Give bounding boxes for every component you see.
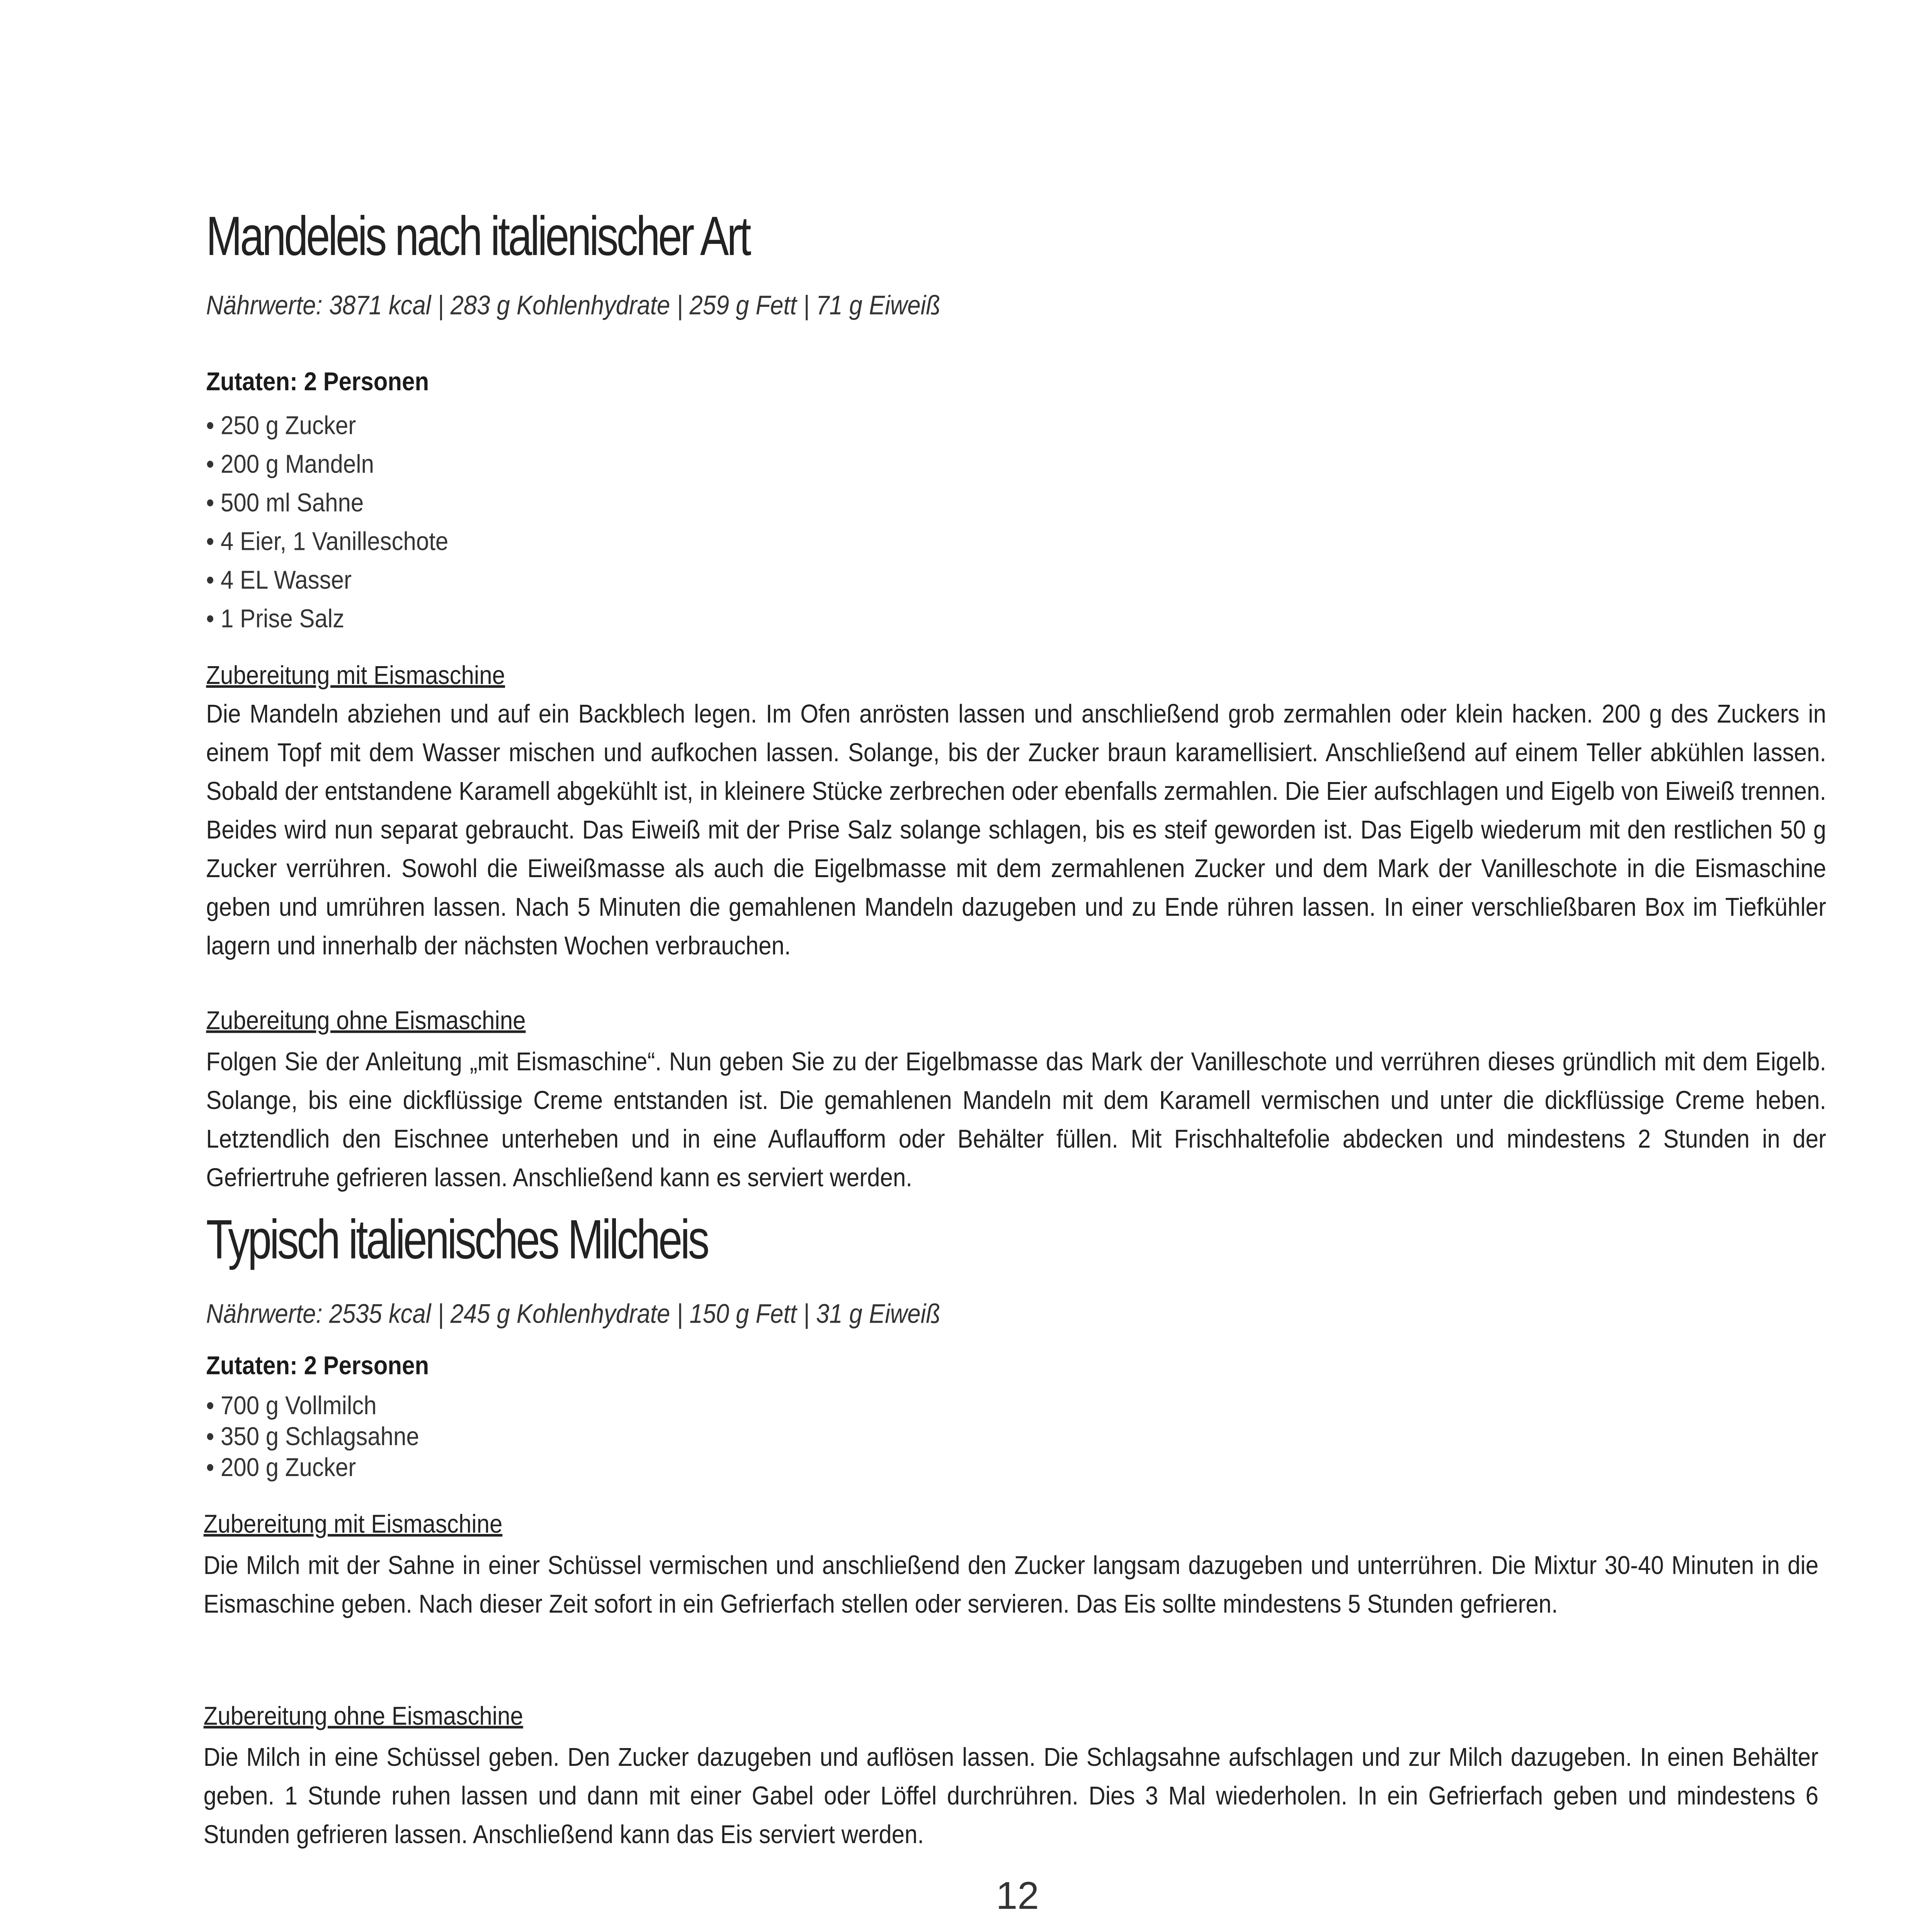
- recipe-1-ingredients-heading: Zutaten: 2 Personen: [206, 368, 429, 397]
- ingredient-item: • 1 Prise Salz: [206, 600, 448, 639]
- recipe-2-title: Typisch italienisches Milcheis: [206, 1209, 708, 1271]
- recipe-2-with-machine-heading: Zubereitung mit Eismaschine: [203, 1510, 503, 1539]
- paragraph-text: Die Milch in eine Schüssel geben. Den Zucker dazugeben und auflösen lassen. Die Schlagsahne aufschlagen und zur Milch dazugeben. In einen Behälter geben. 1 Stunde ruhen lassen und dann mit einer Gabel oder Löffel durchrühren. Dies 3 Mal wiederholen. In ein Gefrierfach geben und mindestens 6 Stunden gefrieren lassen. Anschließend kann das Eis serviert werden.: [203, 1744, 1819, 1850]
- recipe-1-with-machine-heading: Zubereitung mit Eismaschine: [206, 662, 505, 690]
- ingredient-item: • 500 ml Sahne: [206, 484, 448, 523]
- ingredient-item: • 4 EL Wasser: [206, 561, 448, 600]
- ingredient-item: • 200 g Zucker: [206, 1453, 419, 1484]
- recipe-1-nutrition: Nährwerte: 3871 kcal | 283 g Kohlenhydrate | 259 g Fett | 71 g Eiweiß: [206, 291, 940, 321]
- recipe-1-ingredients-list: [206, 407, 448, 639]
- ingredient-item: • 200 g Mandeln: [206, 446, 448, 484]
- recipe-1-title: Mandeleis nach italienischer Art: [206, 206, 750, 268]
- paragraph-text: Folgen Sie der Anleitung „mit Eismaschine“. Nun geben Sie zu der Eigelbmasse das Mark der Vanilleschote und verrühren dieses gründlich mit dem Eigelb. Solange, bis eine dickflüssige Creme entstanden ist. Die gemahlenen Mandeln mit dem Karamell vermischen und unter die dickflüssige Creme heben. Letztendlich den Eischnee unterheben und in eine Auflaufform oder Behälter füllen. Mit Frischhaltefolie abdecken und mindestens 2 Stunden in der Gefriertruhe gefrieren lassen. Anschließend kann es serviert werden.: [206, 1048, 1827, 1193]
- paragraph-text: Die Milch mit der Sahne in einer Schüssel vermischen und anschließend den Zucker langsam dazugeben und unterrühren. Die Mixtur 30-40 Minuten in die Eismaschine geben. Nach dieser Zeit sofort in ein Gefrierfach stellen oder servieren. Das Eis sollte mindestens 5 Stunden gefrieren.: [203, 1552, 1819, 1619]
- recipe-2-without-machine-heading: Zubereitung ohne Eismaschine: [203, 1702, 523, 1731]
- recipe-2-without-machine-text: [204, 1739, 1819, 1855]
- recipe-1-with-machine-text: [206, 696, 1826, 966]
- ingredient-item: • 700 g Vollmilch: [206, 1391, 419, 1422]
- recipe-2-ingredients-list: [206, 1391, 419, 1484]
- paragraph-text: Die Mandeln abziehen und auf ein Backblech legen. Im Ofen anrösten lassen und anschließend grob zermahlen oder klein hacken. 200 g des Zuckers in einem Topf mit dem Wasser mischen und aufkochen lassen. Solange, bis der Zucker braun karamellisiert. Anschließend auf einem Teller abkühlen lassen. Sobald der entstandene Karamell abgekühlt ist, in kleinere Stücke zerbrechen oder ebenfalls zermahlen. Die Eier aufschlagen und Eigelb von Eiweiß trennen. Beides wird nun separat gebraucht. Das Eiweiß mit der Prise Salz solange schlagen, bis es steif geworden ist. Das Eigelb wiederum mit den restlichen 50 g Zucker verrühren. Sowohl die Eiweißmasse als auch die Eigelbmasse mit dem zermahlenen Zucker und dem Mark der Vanilleschote in die Eismaschine geben und umrühren lassen. Nach 5 Minuten die gemahlenen Mandeln dazugeben und zu Ende rühren lassen. In einer verschließbaren Box im Tiefkühler lagern und innerhalb der nächsten Wochen verbrauchen.: [206, 701, 1827, 961]
- recipe-2-nutrition: Nährwerte: 2535 kcal | 245 g Kohlenhydrate | 150 g Fett | 31 g Eiweiß: [206, 1299, 940, 1329]
- ingredient-item: • 350 g Schlagsahne: [206, 1422, 419, 1453]
- recipe-1-without-machine-heading: Zubereitung ohne Eismaschine: [206, 1007, 526, 1036]
- recipe-1-without-machine-text: [206, 1043, 1826, 1198]
- page-number: 12: [996, 1875, 1039, 1918]
- ingredient-item: • 250 g Zucker: [206, 407, 448, 446]
- ingredient-item: • 4 Eier, 1 Vanilleschote: [206, 523, 448, 561]
- recipe-2-ingredients-heading: Zutaten: 2 Personen: [206, 1352, 429, 1381]
- recipe-2-with-machine-text: [204, 1547, 1819, 1624]
